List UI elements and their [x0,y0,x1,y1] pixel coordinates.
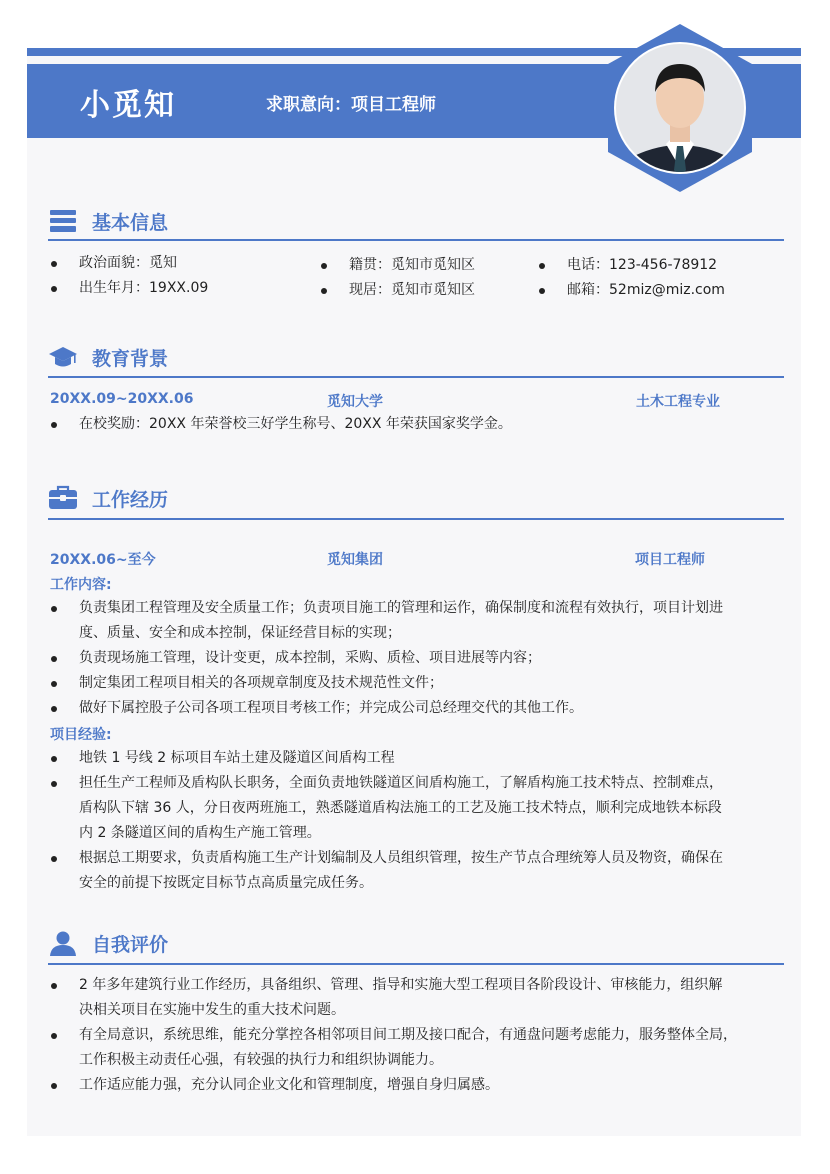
section-education-label: 教育背景 [92,347,169,370]
project-item: 根据总工期要求，负责盾构施工生产计划编制及人员组织管理，按生产节点合理统筹人员及物资，确保在 [79,846,723,871]
work-content-item: 负责集团工程管理及安全质量工作；负责项目施工的管理和运作，确保制度和流程有效执行，项目计划进 [79,596,723,621]
education-award: 在校奖励：20XX 年荣誉校三好学生称号、20XX 年荣获国家奖学金。 [79,412,512,437]
section-education-rule [48,376,784,378]
project-item: 担任生产工程师及盾构队长职务，全面负责地铁隧道区间盾构施工，了解盾构施工技术特点、控制难点， [79,771,723,796]
info-email: 邮箱：52miz@miz.com [567,278,725,303]
self-eval-item: 工作适应能力强，充分认同企业文化和管理制度，增强自身归属感。 [79,1073,499,1098]
section-self-label: 自我评价 [92,933,169,956]
education-period: 20XX.09~20XX.06 [50,391,194,407]
self-eval-item: 2 年多年建筑行业工作经历，具备组织、管理、指导和实施大型工程项目各阶段设计、审核能力，组织解 [79,973,722,998]
section-basic-label: 基本信息 [92,211,169,234]
info-native: 籍贯：觅知市觅知区 [349,253,475,278]
profile-photo [600,20,760,196]
info-political: 政治面貌：觅知 [79,251,177,276]
work-content-item-cont: 度、质量、安全和成本控制，保证经营目标的实现； [79,625,401,641]
work-project-label: 项目经验: [50,727,112,743]
graduation-cap-icon [48,344,78,370]
info-phone: 电话：123-456-78912 [567,253,717,278]
education-major: 土木工程专业 [636,394,720,410]
work-content-item: 负责现场施工管理，设计变更，成本控制，采购、质检、项目进展等内容； [79,646,541,671]
section-work-label: 工作经历 [92,488,169,511]
section-basic-title [48,204,168,238]
candidate-name: 小觅知 [80,88,176,123]
self-eval-item-cont: 工作积极主动责任心强，有较强的执行力和组织协调能力。 [79,1052,443,1068]
education-school: 觅知大学 [327,394,383,410]
project-item-cont: 安全的前提下按既定目标节点高质量完成任务。 [79,875,373,891]
work-content-item: 做好下属控股子公司各项工程项目考核工作；并完成公司总经理交代的其他工作。 [79,696,583,721]
self-eval-item: 有全局意识，系统思维，能充分掌控各相邻项目间工期及接口配合，有通盘问题考虑能力，服务整体全局， [79,1023,737,1048]
work-content-item: 制定集团工程项目相关的各项规章制度及技术规范性文件； [79,671,443,696]
section-basic-rule [48,239,784,241]
work-content-label: 工作内容: [50,577,112,593]
person-icon [48,930,78,956]
job-intent: 求职意向：项目工程师 [266,95,436,115]
section-work-title [48,481,168,515]
project-item-cont: 内 2 条隧道区间的盾构生产施工管理。 [79,825,321,841]
self-eval-item-cont: 决相关项目在实施中发生的重大技术问题。 [79,1002,345,1018]
work-position: 项目工程师 [635,552,705,568]
work-period: 20XX.06~至今 [50,552,156,568]
project-item: 地铁 1 号线 2 标项目车站土建及隧道区间盾构工程 [79,746,395,771]
briefcase-icon [48,485,78,511]
section-self-title [48,926,168,960]
info-birth: 出生年月：19XX.09 [79,276,208,301]
section-self-rule [48,963,784,965]
section-education-title [48,340,168,374]
briefcase-stack-icon [48,208,78,234]
project-item-cont: 盾构队下辖 36 人，分日夜两班施工，熟悉隧道盾构法施工的工艺及施工技术特点，顺利完成地铁本标段 [79,800,722,816]
section-work-rule [48,518,784,520]
info-residence: 现居：觅知市觅知区 [349,278,475,303]
work-company: 觅知集团 [327,552,383,568]
